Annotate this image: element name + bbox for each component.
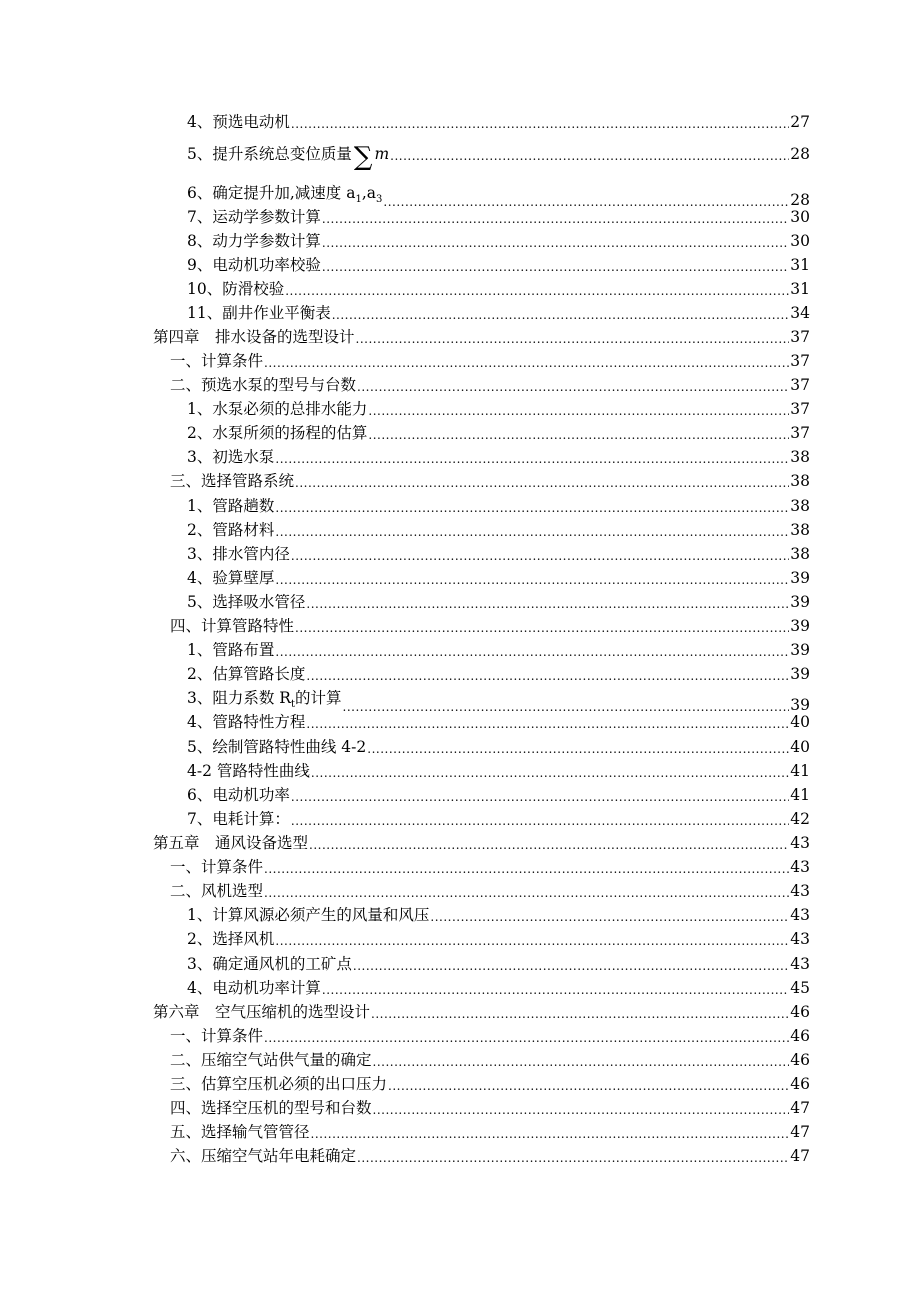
toc-section-entry[interactable] <box>0 376 920 398</box>
toc-entry[interactable] <box>0 304 920 326</box>
toc-leader-dots <box>388 1079 789 1093</box>
toc-leader-dots <box>367 742 789 756</box>
toc-leader-dots <box>306 717 789 731</box>
toc-entry-label: 3、阻力系数 $R_t$的计算 <box>187 689 342 711</box>
toc-entry-label: 二、压缩空气站供气量的确定 <box>170 1051 372 1069</box>
toc-leader-dots <box>368 404 789 418</box>
toc-entry-label: 四、选择空压机的型号和台数 <box>170 1099 372 1117</box>
toc-entry[interactable] <box>0 713 920 735</box>
toc-entry[interactable] <box>0 448 920 470</box>
toc-leader-dots <box>275 573 789 587</box>
toc-leader-dots <box>275 645 789 659</box>
toc-leader-dots <box>322 260 789 274</box>
toc-entry[interactable] <box>0 400 920 422</box>
toc-entry-page: 46 <box>790 1027 810 1045</box>
toc-entry-page: 43 <box>790 906 810 924</box>
toc-entry-label: 6、确定提升加,减速度 $a_1,a_3$ <box>187 184 383 206</box>
toc-entry-page: 37 <box>790 376 810 394</box>
toc-entry-label: 11、副井作业平衡表 <box>187 304 331 322</box>
toc-leader-dots <box>264 886 789 900</box>
toc-leader-dots <box>275 452 789 466</box>
toc-entry-page: 34 <box>790 304 810 322</box>
toc-leader-dots <box>264 356 789 370</box>
toc-entry-label: 4、管路特性方程 <box>187 713 306 731</box>
toc-leader-dots <box>356 332 790 346</box>
toc-section-entry[interactable] <box>0 858 920 880</box>
toc-entry-page: 41 <box>790 762 810 780</box>
toc-entry-page: 39 <box>790 593 810 611</box>
toc-entry-page: 30 <box>790 208 810 226</box>
toc-entry[interactable] <box>0 665 920 687</box>
toc-entry-label: 六、压缩空气站年电耗确定 <box>170 1147 357 1165</box>
toc-entry[interactable] <box>0 232 920 254</box>
toc-entry[interactable] <box>0 256 920 278</box>
toc-entry-page: 38 <box>790 472 810 490</box>
toc-entry-page: 30 <box>790 232 810 250</box>
toc-entry-page: 43 <box>790 834 810 852</box>
toc-entry-page: 41 <box>790 786 810 804</box>
toc-entry-label: 7、运动学参数计算 <box>187 208 321 226</box>
toc-leader-dots <box>373 1103 790 1117</box>
toc-entry-label: 7、电耗计算： <box>187 810 290 828</box>
toc-entry[interactable] <box>0 906 920 928</box>
toc-leader-dots <box>373 1055 790 1069</box>
toc-entry-page: 37 <box>790 424 810 442</box>
sum-symbol: ∑ <box>353 142 373 172</box>
toc-leader-dots <box>275 501 789 515</box>
toc-leader-dots <box>275 525 789 539</box>
toc-entry-page: 27 <box>790 113 810 131</box>
toc-entry-label: 6、电动机功率 <box>187 786 290 804</box>
toc-entry-page: 46 <box>790 1003 810 1021</box>
toc-entry-page: 46 <box>790 1075 810 1093</box>
toc-entry[interactable] <box>0 545 920 567</box>
toc-entry-label: 二、风机选型 <box>170 882 264 900</box>
toc-entry-label: 第五章 通风设备选型 <box>153 834 309 852</box>
toc-entry-page: 43 <box>790 858 810 876</box>
toc-entry[interactable] <box>0 184 920 210</box>
toc-entry-label: 三、选择管路系统 <box>170 472 295 490</box>
toc-leader-dots <box>357 1151 789 1165</box>
toc-leader-dots <box>322 236 789 250</box>
toc-entry-label: 第四章 排水设备的选型设计 <box>153 328 355 346</box>
toc-entry-page: 42 <box>790 810 810 828</box>
toc-leader-dots <box>383 195 789 209</box>
toc-entry-label: 2、估算管路长度 <box>187 665 306 683</box>
toc-leader-dots <box>311 1127 790 1141</box>
toc-entry-label: 4、预选电动机 <box>187 113 290 131</box>
toc-entry-page: 43 <box>790 955 810 973</box>
toc-entry-page: 38 <box>790 521 810 539</box>
toc-entry-label: 4-2 管路特性曲线 <box>187 762 310 780</box>
toc-entry-label: 第六章 空气压缩机的选型设计 <box>153 1003 371 1021</box>
toc-leader-dots <box>343 700 790 714</box>
toc-entry[interactable] <box>0 593 920 615</box>
toc-entry[interactable] <box>0 142 920 172</box>
toc-entry-label: 一、计算条件 <box>170 352 264 370</box>
toc-leader-dots <box>390 149 789 163</box>
toc-leader-dots <box>264 1031 789 1045</box>
toc-leader-dots <box>295 621 789 635</box>
toc-entry-label: 9、电动机功率校验 <box>187 256 321 274</box>
toc-leader-dots <box>322 983 789 997</box>
toc-leader-dots <box>291 549 789 563</box>
toc-entry-page: 28 <box>790 145 810 163</box>
toc-entry-label: 4、电动机功率计算 <box>187 979 321 997</box>
toc-entry[interactable] <box>0 689 920 715</box>
toc-leader-dots <box>275 934 789 948</box>
toc-entry-label: 2、选择风机 <box>187 930 275 948</box>
toc-entry-label: 3、初选水泵 <box>187 448 275 466</box>
toc-leader-dots <box>306 669 789 683</box>
toc-entry-page: 37 <box>790 400 810 418</box>
toc-entry[interactable] <box>0 569 920 591</box>
toc-entry-page: 39 <box>790 641 810 659</box>
toc-entry-page: 47 <box>790 1123 810 1141</box>
toc-entry-label: 1、水泵必须的总排水能力 <box>187 400 368 418</box>
toc-entry-page: 38 <box>790 545 810 563</box>
toc-entry-page: 39 <box>790 696 810 715</box>
toc-entry[interactable] <box>0 786 920 808</box>
toc-section-entry[interactable] <box>0 617 920 639</box>
toc-entry-page: 45 <box>790 979 810 997</box>
toc-entry-page: 31 <box>790 280 810 298</box>
toc-leader-dots <box>311 766 789 780</box>
toc-entry-page: 37 <box>790 328 810 346</box>
toc-entry-page: 39 <box>790 617 810 635</box>
toc-entry-label: 2、管路材料 <box>187 521 275 539</box>
toc-entry-label: 8、动力学参数计算 <box>187 232 321 250</box>
toc-entry-page: 38 <box>790 448 810 466</box>
toc-entry[interactable] <box>0 113 920 135</box>
toc-entry[interactable] <box>0 497 920 519</box>
toc-entry-label: 五、选择输气管管径 <box>170 1123 310 1141</box>
toc-entry-label: 5、提升系统总变位质量 <box>187 145 352 163</box>
toc-leader-dots <box>285 284 789 298</box>
toc-leader-dots <box>295 476 789 490</box>
toc-entry-page: 28 <box>790 191 810 210</box>
toc-leader-dots <box>353 959 789 973</box>
toc-leader-dots <box>264 862 789 876</box>
toc-entry[interactable] <box>0 424 920 446</box>
toc-section-entry[interactable] <box>0 472 920 494</box>
toc-section-entry[interactable] <box>0 1027 920 1049</box>
toc-entry-label: 1、管路趟数 <box>187 497 275 515</box>
toc-entry-page: 47 <box>790 1099 810 1117</box>
toc-leader-dots <box>430 910 789 924</box>
toc-entry[interactable] <box>0 955 920 977</box>
toc-entry-label: 四、计算管路特性 <box>170 617 295 635</box>
toc-leader-dots <box>368 428 789 442</box>
toc-entry-page: 39 <box>790 665 810 683</box>
toc-section-entry[interactable] <box>0 352 920 374</box>
toc-entry[interactable] <box>0 930 920 952</box>
toc-entry[interactable] <box>0 641 920 663</box>
toc-section-entry[interactable] <box>0 1075 920 1097</box>
toc-section-entry[interactable] <box>0 882 920 904</box>
toc-entry-label: 5、绘制管路特性曲线 4-2 <box>187 738 367 756</box>
toc-entry-label: 1、计算风源必须产生的风量和风压 <box>187 906 430 924</box>
toc-entry[interactable] <box>0 280 920 302</box>
toc-leader-dots <box>291 790 789 804</box>
toc-chapter-entry[interactable] <box>0 1003 920 1025</box>
toc-entry-page: 47 <box>790 1147 810 1165</box>
toc-leader-dots <box>309 838 789 852</box>
toc-entry-label: 一、计算条件 <box>170 858 264 876</box>
toc-entry[interactable] <box>0 810 920 832</box>
toc-entry-page: 40 <box>790 713 810 731</box>
toc-entry[interactable] <box>0 979 920 1001</box>
toc-entry-page: 46 <box>790 1051 810 1069</box>
toc-leader-dots <box>291 117 789 131</box>
toc-entry[interactable] <box>0 738 920 760</box>
toc-section-entry[interactable] <box>0 1147 920 1169</box>
toc-chapter-entry[interactable] <box>0 328 920 350</box>
toc-entry-page: 40 <box>790 738 810 756</box>
toc-leader-dots <box>332 308 790 322</box>
toc-entry-label: 2、水泵所须的扬程的估算 <box>187 424 368 442</box>
toc-entry[interactable] <box>0 208 920 230</box>
toc-entry-page: 38 <box>790 497 810 515</box>
toc-entry-page: 43 <box>790 930 810 948</box>
toc-entry-label: 5、选择吸水管径 <box>187 593 306 611</box>
toc-entry-label: 3、确定通风机的工矿点 <box>187 955 352 973</box>
toc-entry-page: 37 <box>790 352 810 370</box>
toc-entry-label: 二、预选水泵的型号与台数 <box>170 376 357 394</box>
toc-section-entry[interactable] <box>0 1123 920 1145</box>
toc-chapter-entry[interactable] <box>0 834 920 856</box>
toc-leader-dots <box>322 212 789 226</box>
toc-leader-dots <box>371 1007 789 1021</box>
toc-entry-label: 3、排水管内径 <box>187 545 290 563</box>
toc-entry-page: 31 <box>790 256 810 274</box>
toc-entry-label: 一、计算条件 <box>170 1027 264 1045</box>
toc-section-entry[interactable] <box>0 1051 920 1073</box>
toc-entry-label: 三、估算空压机必须的出口压力 <box>170 1075 388 1093</box>
toc-leader-dots <box>357 380 789 394</box>
toc-entry-page: 43 <box>790 882 810 900</box>
toc-entry-label: 4、验算壁厚 <box>187 569 275 587</box>
toc-entry[interactable] <box>0 521 920 543</box>
toc-leader-dots <box>306 597 789 611</box>
sum-variable: m <box>374 145 390 163</box>
toc-entry-label: 10、防滑校验 <box>187 280 285 298</box>
toc-entry-page: 39 <box>790 569 810 587</box>
toc-entry[interactable] <box>0 762 920 784</box>
toc-section-entry[interactable] <box>0 1099 920 1121</box>
toc-entry-label: 1、管路布置 <box>187 641 275 659</box>
toc-leader-dots <box>291 814 789 828</box>
